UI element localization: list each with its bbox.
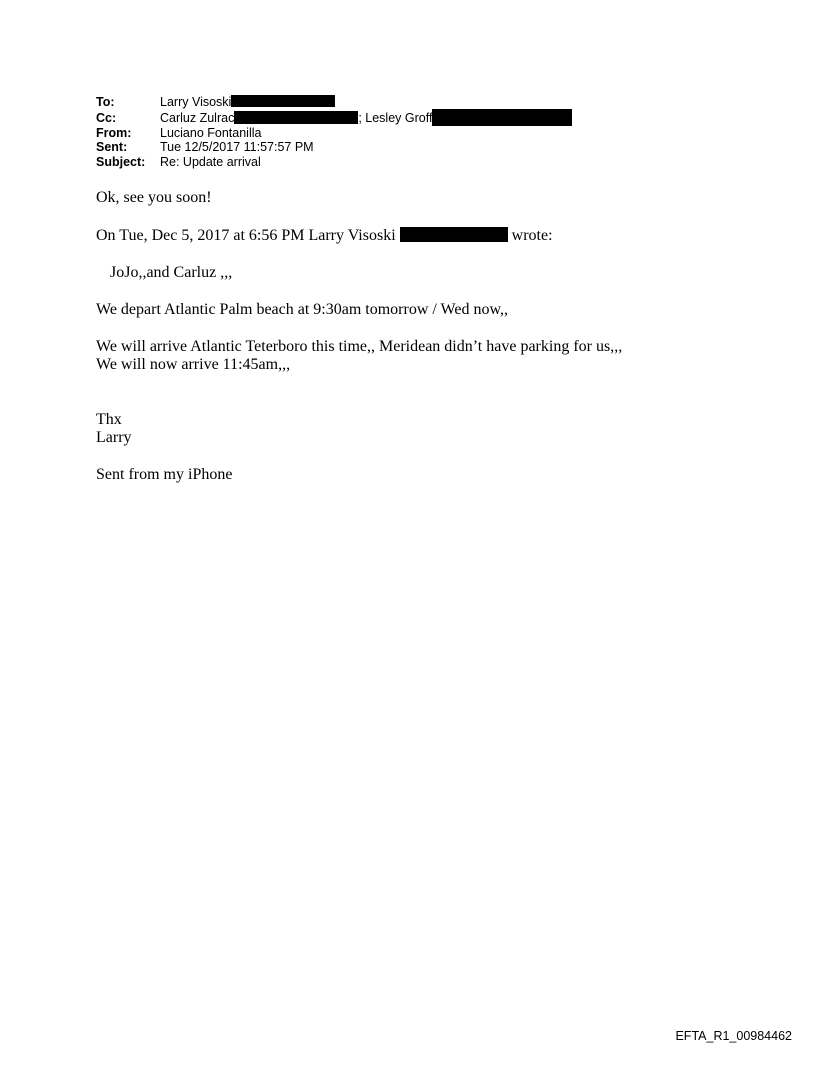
subject-value: Re: Update arrival [160,154,261,169]
redaction-box [234,111,358,124]
sent-value: Tue 12/5/2017 11:57:57 PM [160,140,314,155]
redaction-box [432,109,572,126]
to-row [96,95,572,109]
message-line: We will arrive Atlantic Teterboro this time,, Meridean didn’t have parking for us,,, [96,338,623,355]
from-value: Luciano Fontanilla [160,126,262,141]
message-line: We will now arrive 11:45am,,, [96,356,291,373]
sent-label: Sent: [96,140,128,155]
subject-label: Subject: [96,154,146,169]
thanks-text: Thx [96,411,122,428]
sent-row [96,140,572,154]
from-row [96,126,572,140]
cc-label: Cc: [96,110,117,125]
document-id: EFTA_R1_00984462 [675,1029,792,1043]
subject-row [96,155,572,169]
redaction-box [400,227,508,242]
to-value: Larry Visoski [160,95,232,109]
message-line: We depart Atlantic Palm beach at 9:30am tomorrow / Wed now,, [96,301,508,318]
reply-text: Ok, see you soon! [96,189,212,206]
cc-value-2: ; Lesley Groff [358,110,433,125]
email-header [96,95,572,169]
quote-intro [96,227,553,245]
signature: Larry [96,429,132,446]
sent-from-text: Sent from my iPhone [96,466,233,483]
greeting: JoJo,,and Carluz ,,, [110,264,233,281]
to-label: To: [96,95,115,109]
cc-value: Carluz Zulrac [160,110,235,125]
from-label: From: [96,126,132,141]
quote-intro-text: On Tue, Dec 5, 2017 at 6:56 PM Larry Visoski [96,227,400,244]
redaction-box [231,95,335,107]
cc-row [96,109,572,126]
quote-intro-wrote: wrote: [507,227,553,244]
